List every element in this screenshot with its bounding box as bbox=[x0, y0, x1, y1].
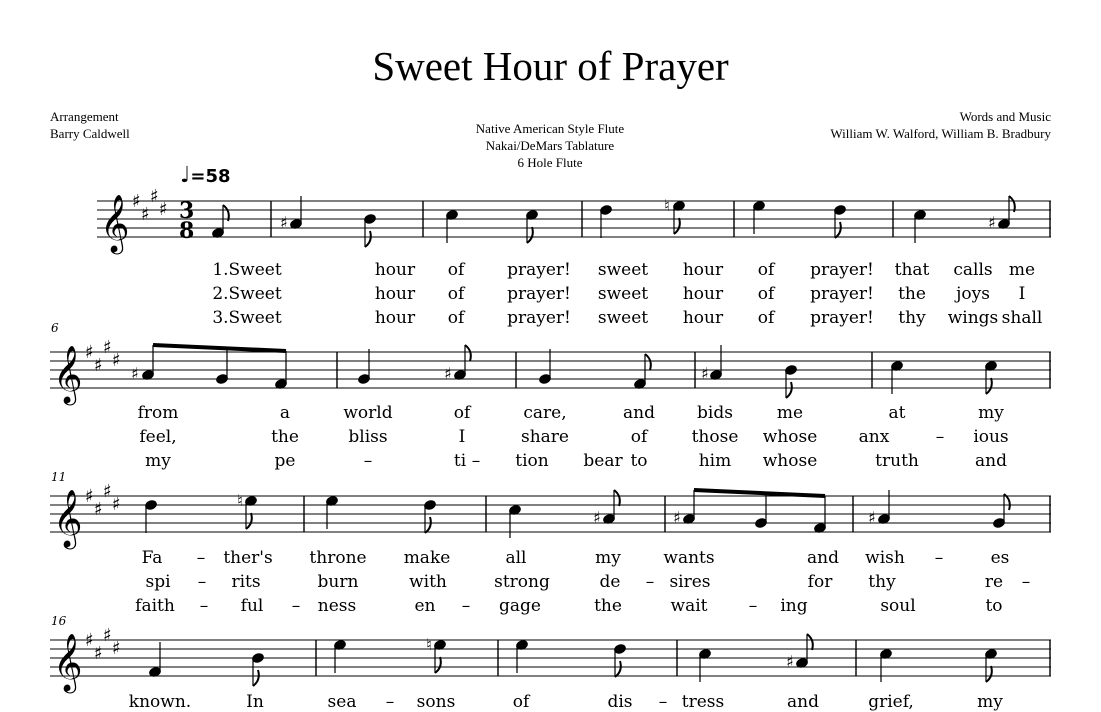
lyric-syllable: wants bbox=[663, 548, 715, 568]
lyric-hyphen: – bbox=[645, 572, 655, 592]
lyric-syllable: anx bbox=[858, 427, 890, 447]
lyric-syllable: with bbox=[409, 572, 447, 592]
lyric-syllable: thy bbox=[898, 308, 926, 328]
lyric-syllable: ther's bbox=[223, 548, 273, 568]
treble-clef-icon: 𝄞 bbox=[100, 194, 130, 252]
lyric-hyphen: – bbox=[471, 451, 481, 471]
instrument-line: 6 Hole Flute bbox=[517, 155, 583, 170]
svg-text:♯: ♯ bbox=[103, 481, 112, 502]
note bbox=[508, 504, 521, 538]
lyric-syllable: me bbox=[776, 403, 804, 423]
svg-text:♯: ♯ bbox=[132, 191, 141, 212]
lyric-syllable: 1.Sweet bbox=[212, 260, 282, 280]
measure-number: 16 bbox=[51, 614, 67, 628]
staff-system-4 bbox=[50, 640, 1051, 676]
note bbox=[701, 345, 723, 383]
lyric-syllable: and bbox=[807, 548, 839, 568]
lyric-syllable: of bbox=[757, 308, 775, 328]
note bbox=[525, 209, 538, 243]
lyric-syllable: prayer! bbox=[507, 260, 571, 280]
lyric-syllable: from bbox=[137, 403, 179, 423]
lyric-syllable: strong bbox=[494, 572, 550, 592]
lyric-syllable: joys bbox=[956, 284, 990, 304]
quarter-note-icon: ♩ bbox=[180, 163, 191, 188]
notes-system-2 bbox=[131, 345, 998, 398]
lyric-syllable: hour bbox=[374, 308, 416, 328]
note bbox=[333, 639, 346, 673]
lyric-syllable: sea bbox=[327, 692, 357, 712]
lyric-syllable: bear bbox=[583, 451, 623, 471]
lyric-syllable: known. bbox=[128, 692, 192, 712]
lyric-syllable: hour bbox=[374, 284, 416, 304]
svg-text:♯: ♯ bbox=[701, 364, 709, 383]
lyrics-layer bbox=[129, 260, 1043, 712]
lyric-syllable: of bbox=[453, 403, 471, 423]
lyric-syllable: sweet bbox=[597, 260, 649, 280]
lyric-syllable: bids bbox=[697, 403, 733, 423]
note bbox=[251, 652, 264, 686]
lyric-syllable: the bbox=[594, 596, 622, 616]
lyric-syllable: prayer! bbox=[810, 260, 874, 280]
lyric-syllable: all bbox=[505, 548, 527, 568]
note bbox=[613, 643, 626, 677]
lyric-syllable: shall bbox=[1001, 308, 1043, 328]
lyric-syllable: ti bbox=[453, 451, 467, 471]
lyric-syllable: truth bbox=[875, 451, 919, 471]
svg-text:♯: ♯ bbox=[94, 355, 103, 376]
lyric-syllable: es bbox=[990, 548, 1010, 568]
note bbox=[913, 209, 926, 243]
staff-system-1 bbox=[97, 201, 1051, 237]
instrument-line: Nakai/DeMars Tablature bbox=[485, 138, 615, 153]
lyric-hyphen: – bbox=[291, 596, 301, 616]
lyric-syllable: re bbox=[984, 572, 1004, 592]
lyric-syllable: world bbox=[343, 403, 393, 423]
lyric-syllable: de bbox=[599, 572, 621, 592]
lyric-syllable: en bbox=[414, 596, 436, 616]
lyric-syllable: rits bbox=[231, 572, 261, 592]
lyric-syllable: wish bbox=[865, 548, 905, 568]
lyric-syllable: hour bbox=[682, 284, 724, 304]
lyric-syllable: of bbox=[447, 284, 465, 304]
lyric-syllable: whose bbox=[762, 427, 818, 447]
svg-text:♯: ♯ bbox=[280, 213, 288, 232]
lyric-syllable: and bbox=[787, 692, 819, 712]
note bbox=[538, 349, 551, 385]
instrument-line: Native American Style Flute bbox=[475, 121, 625, 136]
note bbox=[423, 499, 436, 533]
lyric-syllable: of bbox=[447, 260, 465, 280]
note bbox=[633, 354, 650, 390]
note bbox=[325, 495, 338, 529]
note bbox=[784, 364, 797, 398]
lyric-syllable: hour bbox=[682, 308, 724, 328]
svg-text:♯: ♯ bbox=[673, 508, 681, 527]
lyric-syllable: and bbox=[623, 403, 655, 423]
lyric-syllable: burn bbox=[317, 572, 359, 592]
svg-text:♯: ♯ bbox=[593, 508, 601, 527]
lyric-hyphen: – bbox=[1021, 572, 1031, 592]
lyric-syllable: of bbox=[512, 692, 530, 712]
svg-text:♯: ♯ bbox=[94, 499, 103, 520]
lyric-syllable: of bbox=[757, 260, 775, 280]
note bbox=[599, 204, 612, 238]
note bbox=[515, 639, 528, 673]
lyric-syllable: hour bbox=[374, 260, 416, 280]
svg-text:♯: ♯ bbox=[112, 494, 121, 515]
lyric-syllable: and bbox=[975, 451, 1007, 471]
measure-number: 6 bbox=[51, 321, 59, 335]
lyric-syllable: share bbox=[521, 427, 569, 447]
page-title: Sweet Hour of Prayer bbox=[372, 43, 729, 89]
lyric-syllable: calls bbox=[953, 260, 993, 280]
lyric-syllable: gage bbox=[499, 596, 541, 616]
lyric-hyphen: – bbox=[196, 548, 206, 568]
note bbox=[984, 360, 997, 394]
lyric-hyphen: – bbox=[197, 572, 207, 592]
lyric-hyphen: – bbox=[935, 427, 945, 447]
lyric-hyphen: – bbox=[748, 596, 758, 616]
lyric-syllable: I bbox=[458, 427, 466, 447]
lyric-hyphen: – bbox=[658, 692, 668, 712]
lyric-syllable: that bbox=[894, 260, 930, 280]
beamed-group bbox=[673, 490, 827, 534]
lyric-syllable: those bbox=[691, 427, 739, 447]
lyric-syllable: wings bbox=[947, 308, 999, 328]
lyric-syllable: my bbox=[595, 548, 621, 568]
svg-text:♯: ♯ bbox=[868, 508, 876, 527]
arrangement-label: Arrangement bbox=[50, 109, 119, 124]
lyric-syllable: thy bbox=[868, 572, 896, 592]
lyric-syllable: soul bbox=[880, 596, 916, 616]
treble-clef-icon: 𝄞 bbox=[53, 489, 83, 547]
lyric-syllable: a bbox=[279, 403, 291, 423]
staff-system-3 bbox=[50, 496, 1051, 532]
lyric-syllable: prayer! bbox=[507, 284, 571, 304]
lyric-syllable: at bbox=[888, 403, 906, 423]
svg-text:♯: ♯ bbox=[141, 204, 150, 225]
lyric-syllable: my bbox=[977, 692, 1003, 712]
note bbox=[879, 648, 892, 682]
lyric-syllable: grief, bbox=[868, 692, 914, 712]
treble-clef-icon: 𝄞 bbox=[53, 345, 83, 403]
svg-text:♯: ♯ bbox=[85, 486, 94, 507]
lyric-syllable: care, bbox=[523, 403, 567, 423]
svg-text:♮: ♮ bbox=[237, 491, 243, 510]
lyric-syllable: sons bbox=[416, 692, 456, 712]
lyric-syllable: the bbox=[898, 284, 926, 304]
lyric-syllable: my bbox=[978, 403, 1004, 423]
measure-number: 11 bbox=[51, 470, 67, 484]
lyric-syllable: spi bbox=[145, 572, 171, 592]
lyric-hyphen: – bbox=[461, 596, 471, 616]
svg-text:♯: ♯ bbox=[444, 364, 452, 383]
lyric-syllable: ness bbox=[317, 596, 357, 616]
time-sig-top: 3 bbox=[179, 198, 195, 224]
svg-text:♯: ♯ bbox=[159, 199, 168, 220]
lyric-syllable: of bbox=[630, 427, 648, 447]
lyric-syllable: dis bbox=[607, 692, 633, 712]
lyric-syllable: ing bbox=[780, 596, 808, 616]
lyric-hyphen: – bbox=[363, 451, 373, 471]
svg-text:♯: ♯ bbox=[988, 213, 996, 232]
lyric-syllable: wait bbox=[670, 596, 708, 616]
lyric-hyphen: – bbox=[199, 596, 209, 616]
svg-text:♮: ♮ bbox=[426, 635, 432, 654]
lyric-syllable: bliss bbox=[348, 427, 388, 447]
lyric-syllable: hour bbox=[682, 260, 724, 280]
lyric-syllable: him bbox=[698, 451, 732, 471]
note bbox=[984, 648, 997, 682]
lyric-syllable: whose bbox=[762, 451, 818, 471]
lyric-syllable: for bbox=[807, 572, 833, 592]
tempo-value: =58 bbox=[190, 166, 231, 187]
svg-text:♯: ♯ bbox=[112, 350, 121, 371]
svg-text:♯: ♯ bbox=[85, 630, 94, 651]
lyric-syllable: the bbox=[271, 427, 299, 447]
lyric-syllable: In bbox=[246, 692, 264, 712]
svg-text:♯: ♯ bbox=[786, 652, 794, 671]
lyric-syllable: to bbox=[630, 451, 648, 471]
svg-text:♯: ♯ bbox=[85, 342, 94, 363]
lyric-syllable: 3.Sweet bbox=[212, 308, 282, 328]
lyric-hyphen: – bbox=[385, 692, 395, 712]
svg-text:♯: ♯ bbox=[112, 638, 121, 659]
lyric-syllable: prayer! bbox=[810, 308, 874, 328]
lyric-syllable: faith bbox=[135, 596, 175, 616]
note bbox=[363, 213, 376, 247]
svg-text:♯: ♯ bbox=[94, 643, 103, 664]
note bbox=[144, 499, 157, 533]
treble-clef-icon: 𝄞 bbox=[53, 633, 83, 691]
note bbox=[698, 648, 711, 682]
svg-text:♯: ♯ bbox=[103, 625, 112, 646]
lyric-syllable: Fa bbox=[141, 548, 163, 568]
arranger-name: Barry Caldwell bbox=[50, 126, 130, 141]
lyric-syllable: of bbox=[757, 284, 775, 304]
lyric-syllable: ful bbox=[240, 596, 264, 616]
lyric-syllable: 2.Sweet bbox=[212, 284, 282, 304]
lyric-syllable: ious bbox=[973, 427, 1009, 447]
notes-system-1 bbox=[211, 196, 1014, 247]
lyric-syllable: to bbox=[985, 596, 1003, 616]
lyric-syllable: make bbox=[403, 548, 451, 568]
time-signature bbox=[179, 198, 194, 244]
lyric-syllable: of bbox=[447, 308, 465, 328]
words-music-label: Words and Music bbox=[959, 109, 1051, 124]
lyric-syllable: sires bbox=[669, 572, 711, 592]
note bbox=[148, 642, 161, 678]
staff-lines bbox=[97, 201, 1051, 237]
svg-text:♯: ♯ bbox=[103, 337, 112, 358]
svg-text:♯: ♯ bbox=[150, 186, 159, 207]
note bbox=[445, 209, 458, 243]
lyric-syllable: tress bbox=[681, 692, 725, 712]
note bbox=[752, 200, 765, 234]
svg-text:♮: ♮ bbox=[664, 196, 670, 215]
svg-text:♯: ♯ bbox=[131, 364, 139, 383]
lyric-syllable: tion bbox=[515, 451, 549, 471]
lyric-syllable: I bbox=[1018, 284, 1026, 304]
notes-system-4 bbox=[148, 634, 997, 686]
note bbox=[357, 349, 370, 385]
lyric-syllable: feel, bbox=[139, 427, 177, 447]
note bbox=[444, 345, 471, 383]
lyric-syllable: sweet bbox=[597, 308, 649, 328]
lyric-syllable: my bbox=[145, 451, 171, 471]
lyric-syllable: pe bbox=[274, 451, 296, 471]
lyric-syllable: prayer! bbox=[810, 284, 874, 304]
lyric-syllable: me bbox=[1008, 260, 1036, 280]
composer-names: William W. Walford, William B. Bradbury bbox=[830, 126, 1051, 141]
note bbox=[833, 204, 846, 238]
lyric-syllable: throne bbox=[309, 548, 367, 568]
time-sig-bottom: 8 bbox=[179, 218, 195, 244]
note bbox=[890, 360, 903, 394]
lyric-syllable: sweet bbox=[597, 284, 649, 304]
lyric-hyphen: – bbox=[934, 548, 944, 568]
lyric-syllable: prayer! bbox=[507, 308, 571, 328]
